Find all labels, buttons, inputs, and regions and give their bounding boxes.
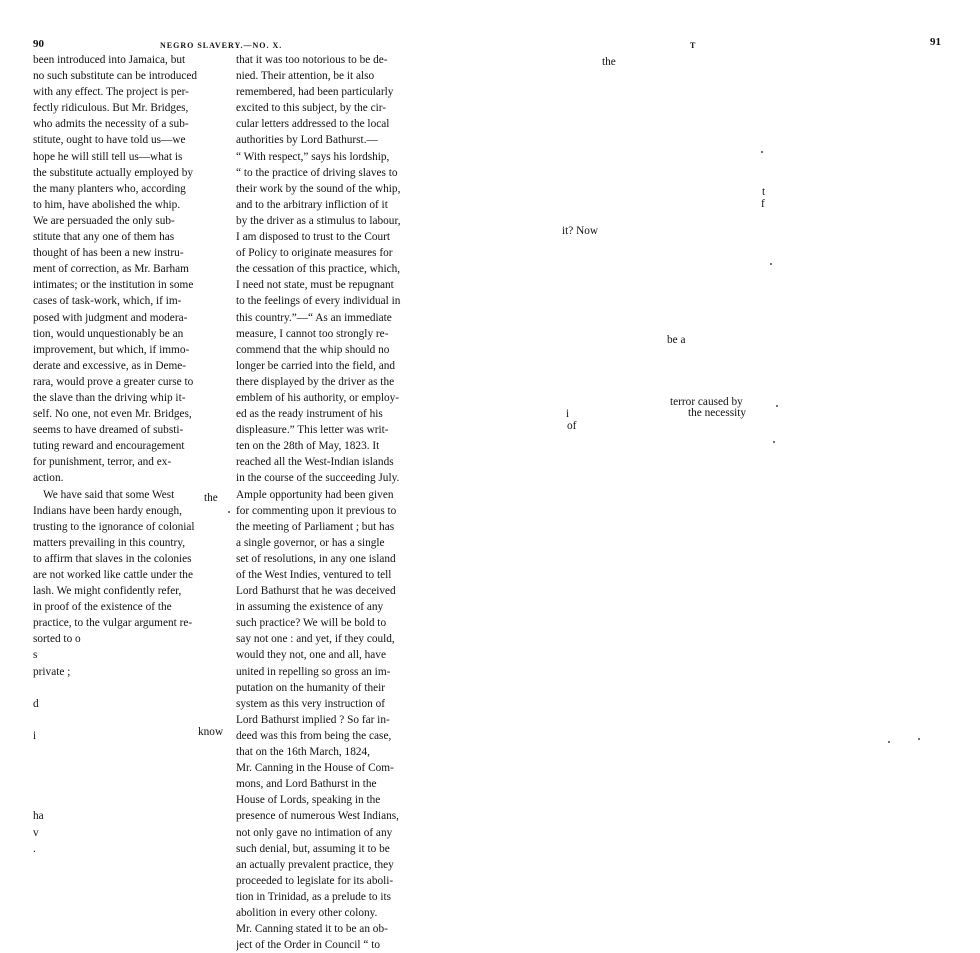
text-line: remembered, had been particularly	[236, 86, 394, 99]
scan-speck	[228, 511, 230, 513]
text-line: the many planters who, according	[33, 182, 186, 195]
scan-speck	[773, 441, 775, 443]
text-line: for commenting upon it previous to	[236, 504, 397, 517]
text-line: cular letters addressed to the local	[236, 118, 390, 131]
text-line: presence of numerous West Indians,	[236, 810, 399, 823]
text-line: united in repelling so gross an im-	[236, 665, 391, 678]
text-line: Indians have been hardy enough,	[33, 504, 183, 517]
text-line: the cessation of this practice, which,	[236, 263, 401, 276]
text-line: Mr. Canning stated it to be an ob-	[236, 923, 388, 936]
text-line: fectly ridiculous. But Mr. Bridges,	[33, 102, 189, 115]
scan-speck	[761, 151, 763, 153]
text-line: Lord Bathurst implied ? So far in-	[236, 713, 390, 726]
text-line: to him, have abolished the whip.	[33, 198, 181, 211]
text-line: their work by the sound of the whip,	[236, 182, 401, 195]
text-line: to affirm that slaves in the colonies	[33, 552, 192, 565]
text-line	[33, 792, 223, 808]
text-line: Lord Bathurst that he was deceived	[236, 585, 396, 598]
text-line: abolition in every other colony.	[236, 906, 378, 919]
text-line: no such substitute can be introduced	[33, 70, 198, 83]
text-line: that on the 16th March, 1824,	[236, 746, 370, 759]
text-line: a single governor, or has a single	[236, 536, 385, 549]
text-line: Mr. Canning in the House of Com-	[236, 762, 394, 775]
text-line: nied. Their attention, be it also	[236, 70, 375, 83]
right-fragment-t: t	[762, 186, 766, 198]
text-line: to the feelings of every individual in	[236, 295, 401, 308]
text-line: ment of correction, as Mr. Barham	[33, 263, 189, 276]
text-line: tion, would unquestionably be an	[33, 327, 184, 340]
text-line: and to the arbitrary infliction of it	[236, 198, 388, 211]
text-line: Ample opportunity had been given	[236, 488, 394, 501]
text-line: an actually prevalent practice, they	[236, 858, 394, 871]
left-page-column-1	[33, 52, 223, 857]
text-line: improvement, but which, if immo-	[33, 343, 190, 356]
text-line: in the course of the succeeding July.	[236, 472, 400, 485]
text-line: are not worked like cattle under the	[33, 569, 193, 581]
text-line: i	[33, 729, 37, 742]
text-line: seems to have dreamed of substi-	[33, 424, 184, 437]
text-line: hope he will still tell us—what is	[33, 150, 183, 163]
text-line: in proof of the existence of the	[33, 601, 172, 614]
text-line: We have said that some West	[43, 488, 175, 501]
text-line: stitute that any one of them has	[33, 231, 175, 244]
text-line: tion in Trinidad, as a prelude to its	[236, 890, 392, 903]
text-line: for punishment, terror, and ex-	[33, 456, 172, 469]
text-line: with any effect. The project is per-	[33, 86, 189, 99]
text-line: longer be carried into the field, and	[236, 359, 396, 372]
text-line: ject of the Order in Council “ to	[236, 939, 380, 952]
text-line: I need not state, must be repugnant	[236, 279, 394, 292]
text-line: v	[33, 826, 39, 839]
text-line: House of Lords, speaking in the	[236, 794, 381, 807]
text-line: I am disposed to trust to the Court	[236, 231, 391, 244]
text-line: practice, to the vulgar argument re-	[33, 617, 193, 630]
scan-speck	[770, 263, 772, 265]
text-line	[33, 744, 223, 760]
text-line: “ to the practice of driving slaves to	[236, 166, 398, 179]
column1-fragment-the: the	[204, 492, 218, 504]
text-line: displeasure.” This letter was writ-	[236, 424, 389, 437]
text-line: self. No one, not even Mr. Bridges,	[33, 408, 192, 421]
text-line: ten on the 28th of May, 1823. It	[236, 440, 380, 453]
scan-speck	[776, 405, 778, 407]
text-line: s	[33, 649, 38, 662]
left-page-column-2	[236, 52, 432, 953]
text-line: thought of has been a new instru-	[33, 247, 184, 260]
text-line	[33, 760, 223, 776]
right-fragment-f: f	[761, 198, 765, 210]
text-line: the slave than the driving whip it-	[33, 391, 186, 404]
text-line: proceeded to legislate for its aboli-	[236, 874, 394, 887]
text-line: would they not, one and all, have	[236, 649, 386, 662]
text-line: emblem of his authority, or employ-	[236, 391, 400, 404]
right-page-head-fragment: T	[690, 41, 697, 50]
text-line: of Policy to originate measures for	[236, 247, 393, 260]
text-line: there displayed by the driver as the	[236, 375, 395, 388]
text-line: this country.”—“ As an immediate	[236, 311, 392, 324]
text-line: rara, would prove a greater curse to	[33, 375, 194, 388]
text-line: stitute, ought to have told us—we	[33, 134, 186, 147]
right-fragment-the-necessity: the necessity	[688, 407, 747, 419]
text-line: putation on the humanity of their	[236, 681, 386, 694]
text-line: the substitute actually employed by	[33, 166, 194, 179]
right-fragment-i: i	[566, 408, 570, 420]
right-fragment-the: the	[602, 56, 616, 68]
text-line: system as this very instruction of	[236, 697, 386, 710]
right-page-number: 91	[930, 36, 941, 48]
text-line: commend that the whip should no	[236, 343, 390, 356]
text-line: posed with judgment and modera-	[33, 311, 188, 324]
text-line: matters prevailing in this country,	[33, 536, 186, 549]
text-line: deed was this from being the case,	[236, 729, 392, 742]
text-line: such denial, but, assuming it to be	[236, 842, 390, 855]
text-line: action.	[33, 472, 64, 485]
text-line: lash. We might confidently refer,	[33, 585, 182, 598]
text-line: who admits the necessity of a sub-	[33, 118, 189, 131]
text-line: We are persuaded the only sub-	[33, 214, 175, 227]
text-line: cases of task-work, which, if im-	[33, 295, 182, 308]
left-page-number: 90	[33, 38, 44, 50]
text-line: sorted to o	[33, 633, 81, 646]
text-line: of the West Indies, ventured to tell	[236, 569, 392, 581]
text-line: that it was too notorious to be de-	[236, 54, 388, 66]
text-line: been introduced into Jamaica, but	[33, 54, 186, 66]
text-line: .	[33, 842, 36, 855]
text-line: derate and excessive, as in Deme-	[33, 359, 187, 372]
text-line: such practice? We will be bold to	[236, 617, 387, 630]
scan-speck	[918, 738, 920, 740]
text-line	[33, 712, 223, 728]
text-line: “ With respect,” says his lordship,	[236, 150, 390, 163]
text-line: the meeting of Parliament ; but has	[236, 520, 395, 533]
scan-speck	[888, 741, 890, 743]
text-line	[33, 776, 223, 792]
running-head: NEGRO SLAVERY.—NO. X.	[160, 41, 283, 50]
text-line: say not one : and yet, if they could,	[236, 633, 395, 646]
right-fragment-it-now: it? Now	[562, 225, 599, 237]
text-line: excited to this subject, by the cir-	[236, 102, 387, 115]
text-line	[33, 680, 223, 696]
text-line: set of resolutions, in any one island	[236, 552, 396, 565]
text-line: reached all the West-Indian islands	[236, 456, 394, 469]
text-line: measure, I cannot too strongly re-	[236, 327, 389, 340]
text-line: not only gave no intimation of any	[236, 826, 393, 839]
text-line: private ;	[33, 665, 71, 678]
text-line: mons, and Lord Bathurst in the	[236, 778, 377, 791]
text-line: tuting reward and encouragement	[33, 440, 185, 453]
text-line: trusting to the ignorance of colonial	[33, 520, 195, 533]
text-line: d	[33, 697, 39, 710]
right-fragment-be-a: be a	[667, 334, 686, 346]
text-line: intimates; or the institution in some	[33, 279, 194, 292]
right-fragment-terror-caused-by: terror caused by	[670, 396, 743, 408]
text-line: authorities by Lord Bathurst.—	[236, 134, 378, 147]
text-line: ha	[33, 810, 44, 823]
text-line: by the driver as a stimulus to labour,	[236, 214, 401, 227]
text-line: in assuming the existence of any	[236, 601, 384, 614]
right-fragment-of: of	[567, 420, 577, 432]
column1-fragment-know: know	[198, 726, 224, 738]
text-line: ed as the ready instrument of his	[236, 408, 383, 421]
